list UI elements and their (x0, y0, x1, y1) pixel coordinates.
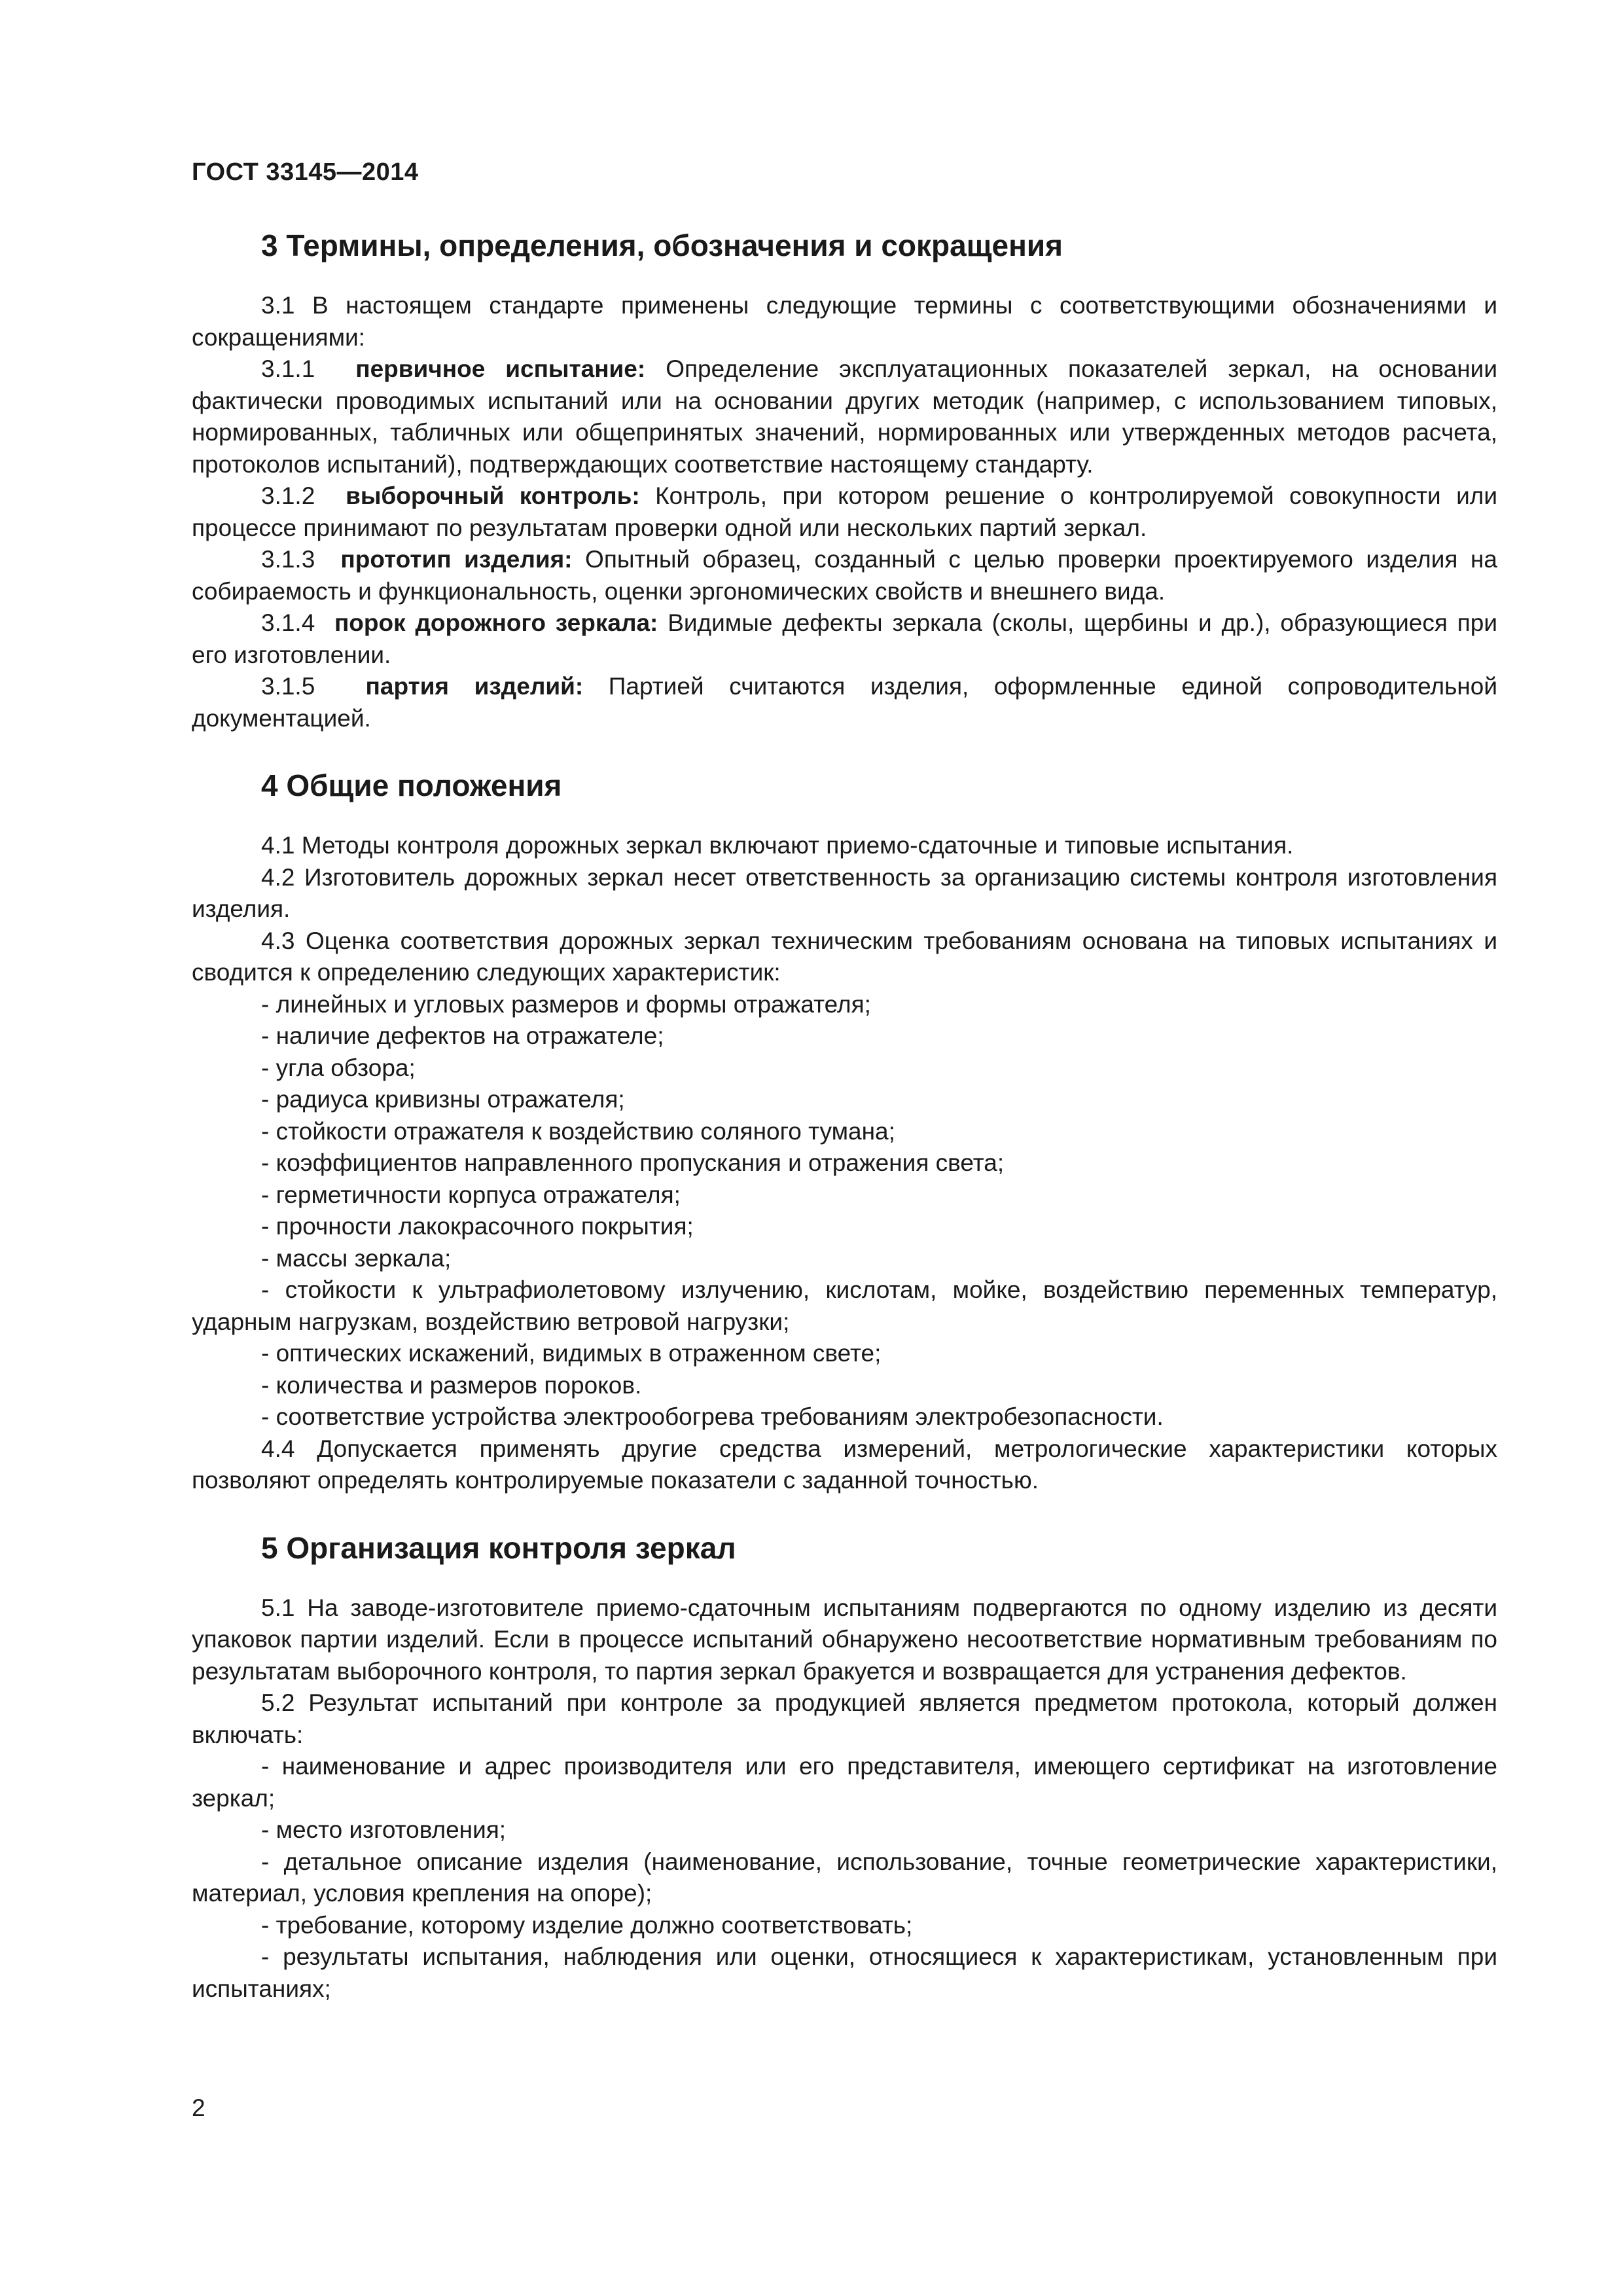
document-header: ГОСТ 33145—2014 (192, 158, 419, 186)
term-name: партия изделий: (365, 673, 584, 700)
page-number: 2 (192, 2094, 205, 2121)
list-item: - наличие дефектов на отражателе; (261, 1022, 664, 1049)
list-item: - результаты испытания, наблюдения или оценки, относящиеся к характеристикам, установленным при испытаниях; (192, 1943, 1497, 2002)
term-3-1-1 (192, 353, 1497, 480)
list-item: - прочности лакокрасочного покрытия; (261, 1213, 694, 1240)
term-3-1-2 (192, 480, 1497, 544)
term-number: 3.1.2 (261, 482, 315, 509)
term-3-1-4 (192, 607, 1497, 671)
paragraph-4-3: 4.3 Оценка соответствия дорожных зеркал техническим требованиям основана на типовых испытаниях и сводится к определению следующих характеристик: (192, 927, 1497, 986)
list-item: - стойкости отражателя к воздействию соляного тумана; (261, 1117, 895, 1145)
term-definition: Опытный образец, созданный с целью проверки проектируемого изделия на собираемость и функциональность, оценки эргономических свойств и внешнего вида. (192, 546, 1497, 605)
term-3-1-3 (192, 544, 1497, 607)
list-item: - соответствие устройства электрообогрева требованиям электробезопасности. (261, 1403, 1164, 1430)
term-name: первичное испытание: (355, 355, 646, 382)
paragraph-4-1: 4.1 Методы контроля дорожных зеркал включают приемо-сдаточные и типовые испытания. (261, 832, 1294, 859)
paragraph-4-4: 4.4 Допускается применять другие средства измерений, метрологические характеристики которых позволяют определять контролируемые показатели с заданной точностью. (192, 1435, 1497, 1494)
section-4-title: 4 Общие положения (261, 768, 562, 802)
list-item: - массы зеркала; (261, 1244, 452, 1272)
list-item: - наименование и адрес производителя или его представителя, имеющего сертификат на изготовление зеркал; (192, 1753, 1497, 1812)
term-name: выборочный контроль: (346, 482, 640, 509)
paragraph-5-1: 5.1 На заводе-изготовителе приемо-сдаточным испытаниям подвергаются по одному изделию из десяти упаковок партии изделий. Если в процессе испытаний обнаружено несоответствие нормативным требованиям по результатам выборочного контроля, то партия зеркал бракуется и возвращается для устранения дефектов. (192, 1594, 1497, 1685)
list-item: - радиуса кривизны отражателя; (261, 1086, 625, 1113)
list-item: - требование, которому изделие должно соответствовать; (261, 1911, 913, 1939)
term-definition: Партией считаются изделия, оформленные единой сопроводительной документацией. (192, 673, 1498, 732)
term-3-1-5 (192, 671, 1497, 734)
paragraph-3-1: 3.1 В настоящем стандарте применены следующие термины с соответствующими обозначениями и сокращениями: (192, 292, 1497, 351)
list-item: - линейных и угловых размеров и формы отражателя; (261, 990, 871, 1018)
list-item: - коэффициентов направленного пропускания и отражения света; (261, 1149, 1005, 1176)
list-item: - детальное описание изделия (наименование, использование, точные геометрические характеристики, материал, условия крепления на опоре); (192, 1848, 1497, 1907)
term-definition: Контроль, при котором решение о контролируемой совокупности или процессе принимают по результатам проверки одной или нескольких партий зеркал. (192, 482, 1498, 541)
page-content (192, 226, 1497, 2005)
paragraph-5-2: 5.2 Результат испытаний при контроле за продукцией является предметом протокола, который должен включать: (192, 1689, 1497, 1748)
section-5-title: 5 Организация контроля зеркал (261, 1530, 736, 1565)
term-number: 3.1.3 (261, 546, 315, 573)
term-number: 3.1.1 (261, 355, 315, 382)
list-item: - угла обзора; (261, 1054, 416, 1081)
term-name: порок дорожного зеркала: (334, 609, 658, 636)
paragraph-4-2: 4.2 Изготовитель дорожных зеркал несет ответственность за организацию системы контроля изготовления изделия. (192, 863, 1497, 922)
list-item: - место изготовления; (261, 1816, 507, 1843)
term-number: 3.1.5 (261, 673, 315, 700)
section-3-title: 3 Термины, определения, обозначения и сокращения (261, 228, 1063, 262)
list-item: - стойкости к ультрафиолетовому излучению, кислотам, мойке, воздействию переменных температур, ударным нагрузкам, воздействию ветровой нагрузки; (192, 1276, 1497, 1335)
list-item: - оптических искажений, видимых в отраженном свете; (261, 1340, 882, 1367)
term-definition: Определение эксплуатационных показателей зеркал, на основании фактически проводимых испытаний или на основании других методик (например, с использованием типовых, нормированных, табличных или общепринятых значений, нормированных или утвержденных методов расчета, протоколов испытаний), подтверждающих соответствие настоящему стандарту. (192, 355, 1498, 478)
list-item: - количества и размеров пороков. (261, 1371, 642, 1399)
list-item: - герметичности корпуса отражателя; (261, 1181, 681, 1208)
term-name: прототип изделия: (340, 546, 573, 573)
term-definition: Видимые дефекты зеркала (сколы, щербины и др.), образующиеся при его изготовлении. (192, 609, 1498, 668)
term-number: 3.1.4 (261, 609, 315, 636)
